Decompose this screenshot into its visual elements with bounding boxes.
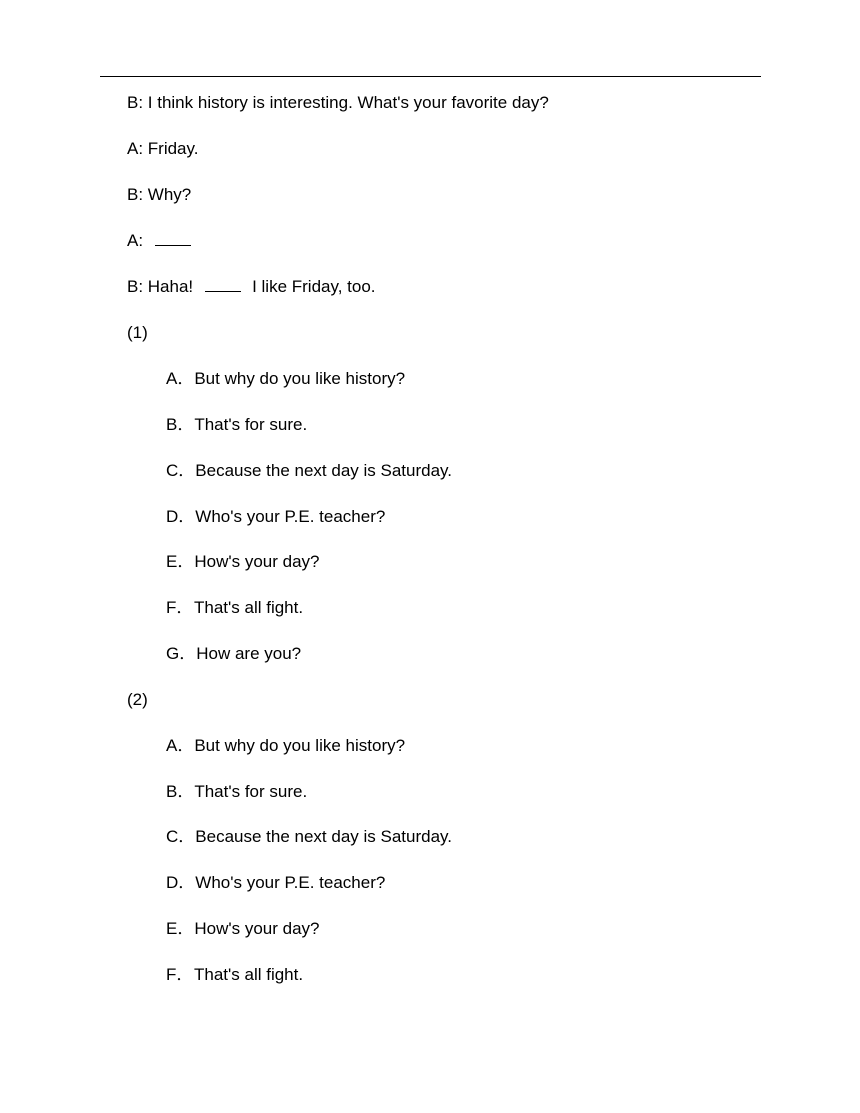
q2-option-e[interactable] — [166, 919, 319, 939]
dialogue-line-1: B: I think history is interesting. What's your favorite day? — [127, 93, 549, 112]
q1-option-f-letter: F． — [166, 598, 194, 617]
q1-option-d[interactable] — [166, 507, 385, 527]
dialogue-line-5-suffix: I like Friday, too. — [252, 277, 376, 296]
question-1-label: (1) — [127, 323, 148, 342]
answer-blank-2[interactable] — [205, 277, 241, 292]
q1-option-a-letter: A． — [166, 369, 195, 388]
q2-option-a-text: But why do you like history? — [194, 736, 406, 755]
q2-option-a[interactable] — [166, 736, 405, 756]
q1-option-c-text: Because the next day is Saturday. — [195, 461, 453, 480]
q1-option-d-letter: D． — [166, 507, 196, 526]
q1-option-b-text: That's for sure. — [194, 415, 308, 434]
q2-option-f-letter: F． — [166, 965, 194, 984]
q2-option-f-text: That's all fight. — [194, 965, 304, 984]
q1-option-a[interactable] — [166, 369, 405, 389]
q2-option-a-letter: A． — [166, 736, 195, 755]
q1-option-d-text: Who's your P.E. teacher? — [195, 507, 386, 526]
q2-option-e-text: How's your day? — [194, 919, 320, 938]
dialogue-line-3: B: Why? — [127, 185, 192, 204]
q2-option-c-letter: C． — [166, 827, 196, 846]
dialogue-line-5 — [127, 277, 376, 297]
q2-option-c[interactable] — [166, 827, 452, 847]
q2-option-c-text: Because the next day is Saturday. — [195, 827, 453, 846]
q1-option-e-text: How's your day? — [194, 552, 320, 571]
answer-blank-1[interactable] — [155, 231, 191, 246]
q2-option-b-letter: B． — [166, 782, 195, 801]
q1-option-e[interactable] — [166, 552, 319, 572]
dialogue-line-4-prefix: A: — [127, 231, 144, 250]
q1-option-f[interactable] — [166, 598, 303, 618]
dialogue-line-4 — [127, 231, 193, 251]
q1-option-g-letter: G． — [166, 644, 197, 663]
q2-option-b-text: That's for sure. — [194, 782, 308, 801]
q2-option-e-letter: E． — [166, 919, 195, 938]
q1-option-c-letter: C． — [166, 461, 196, 480]
q1-option-f-text: That's all fight. — [194, 598, 304, 617]
q2-option-d-letter: D． — [166, 873, 196, 892]
q1-option-g[interactable] — [166, 644, 301, 664]
header-rule — [100, 76, 761, 77]
q1-option-g-text: How are you? — [196, 644, 302, 663]
dialogue-line-2: A: Friday. — [127, 139, 199, 158]
question-2-label: (2) — [127, 690, 148, 709]
q2-option-b[interactable] — [166, 782, 307, 802]
q2-option-d[interactable] — [166, 873, 385, 893]
q1-option-b[interactable] — [166, 415, 307, 435]
dialogue-line-5-prefix: B: Haha! — [127, 277, 194, 296]
q2-option-d-text: Who's your P.E. teacher? — [195, 873, 386, 892]
q1-option-c[interactable] — [166, 461, 452, 481]
q1-option-a-text: But why do you like history? — [194, 369, 406, 388]
q2-option-f[interactable] — [166, 965, 303, 985]
q1-option-e-letter: E． — [166, 552, 195, 571]
q1-option-b-letter: B． — [166, 415, 195, 434]
